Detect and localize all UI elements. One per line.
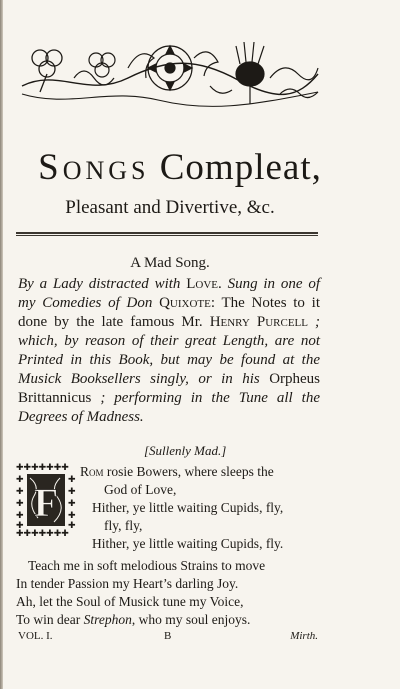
svg-text:✚: ✚ <box>16 499 24 509</box>
decorated-dropcap-icon <box>16 462 76 538</box>
stage-direction: [Sullenly Mad.] <box>144 443 227 458</box>
verse-line: Hither, ye little waiting Cupids, fly. <box>92 536 284 551</box>
svg-text:✚: ✚ <box>68 487 76 497</box>
verse-text: To win dear <box>16 612 84 627</box>
svg-text:✚: ✚ <box>16 475 24 485</box>
intro-love: Love. <box>186 276 222 292</box>
verse-line: Teach me in soft melodious Strains to move <box>28 558 266 573</box>
verse-one <box>80 463 322 553</box>
verse-line: Hither, ye little waiting Cupids, fly, <box>92 500 284 515</box>
dropcap-letter: F <box>33 480 59 525</box>
page-title <box>0 148 360 188</box>
signature-mark: B <box>164 630 172 642</box>
svg-text:✚: ✚ <box>68 499 76 509</box>
verse-first-word: Rom <box>80 464 104 479</box>
intro-text-2: Sung in one of my Comedies of Don <box>18 276 320 311</box>
svg-text:✚: ✚ <box>68 475 76 485</box>
svg-text:✚: ✚ <box>16 511 24 521</box>
verse-line: Ah, let the Soul of Musick tune my Voice, <box>16 594 244 609</box>
volume-marker: VOL. I. <box>18 630 53 642</box>
verse-line <box>80 463 322 481</box>
verse-line: God of Love, <box>104 482 177 497</box>
intro-text-3: : The Notes to it done by the late famous Mr. <box>18 295 321 330</box>
intro-text-5: ; performing in the Tune all the Degrees of Madness. <box>18 390 320 425</box>
verse-line <box>16 611 316 629</box>
divider-rule <box>16 232 318 234</box>
intro-text-1: By a Lady distracted with <box>18 276 181 292</box>
page-footer <box>16 628 318 644</box>
title-main: Compleat, <box>159 147 322 188</box>
song-heading: A Mad Song. <box>130 255 210 271</box>
intro-purcell: Henry Purcell <box>209 314 308 330</box>
catchword: Mirth. <box>290 630 318 642</box>
svg-text:✚: ✚ <box>68 511 76 521</box>
svg-text:✚: ✚ <box>16 487 24 497</box>
page-subtitle: Pleasant and Divertive, &c. <box>65 197 275 218</box>
svg-text:✚✚✚✚✚✚✚: ✚✚✚✚✚✚✚ <box>16 529 69 538</box>
intro-text-4: ; which, by reason of their great Length, are not Printed in this Book, but may be found at the Musick Booksellers singly, or in his <box>18 314 321 387</box>
verse-text: , who my soul enjoys. <box>131 612 251 627</box>
intro-orpheus: Orpheus Brittannicus <box>18 371 321 406</box>
svg-text:✚✚✚✚✚✚✚: ✚✚✚✚✚✚✚ <box>16 463 69 473</box>
svg-text:✚: ✚ <box>68 521 76 531</box>
divider-rule-thin <box>16 235 318 236</box>
tudor-rose-icon <box>148 46 192 90</box>
svg-text:✚: ✚ <box>16 521 24 531</box>
verse-two <box>16 557 316 629</box>
verse-name-strephon: Strephon <box>83 612 132 627</box>
floral-headpiece-ornament <box>18 38 322 112</box>
verse-line: fly, fly, <box>104 518 143 533</box>
title-prefix: Songs <box>38 147 150 188</box>
page-gutter-edge <box>0 0 3 689</box>
verse-line: In tender Passion my Heart’s darling Joy. <box>16 576 239 591</box>
intro-quixote: Quixote <box>159 295 211 311</box>
verse-line-rest: rosie Bowers, where sleeps the <box>103 464 274 479</box>
song-introduction <box>18 275 320 427</box>
